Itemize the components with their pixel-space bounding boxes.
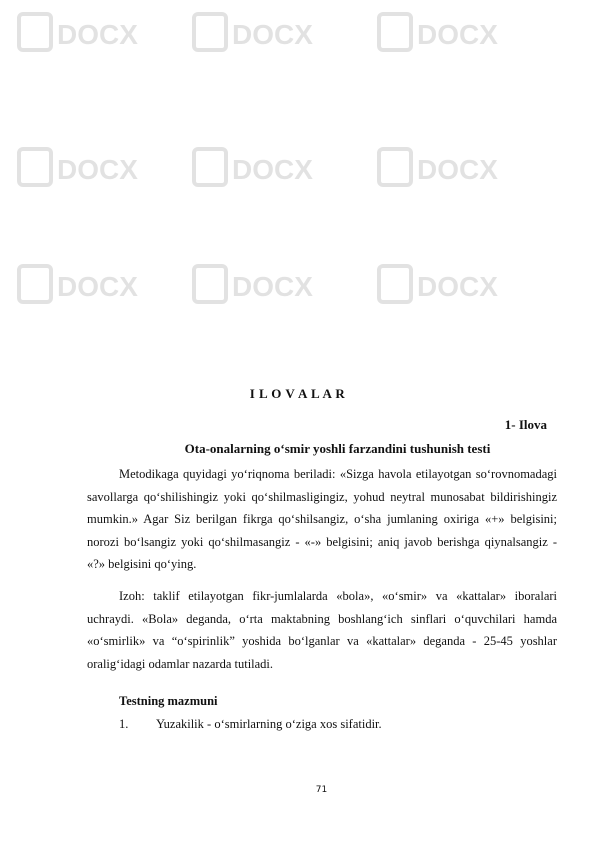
note-paragraph: Izoh: taklif etilayotgan fikr-jumlalarda «bola», «o‘smir» va «kattalar» iboralari uchraydi. «Bola» deganda, o‘rta maktabning boshlang‘ich sinflari o‘quvchilari hamda «o‘smirlik» va “o‘spirinlik” yoshida bo‘lganlar va «kattalar» deganda - 25-45 yoshlar oralig‘idagi odamlar nazarda tutiladi. <box>87 589 557 671</box>
svg-text:DOCX: DOCX <box>417 19 498 50</box>
document-title: Ota-onalarning o‘smir yoshli farzandini tushunish testi <box>184 441 491 456</box>
docx-watermark-logo <box>15 145 143 189</box>
test-content-heading: Testning mazmuni <box>119 694 218 708</box>
svg-text:DOCX: DOCX <box>232 154 313 185</box>
svg-text:DOCX: DOCX <box>57 154 138 185</box>
docx-watermark-logo <box>190 10 318 54</box>
docx-watermark-logo <box>375 10 503 54</box>
docx-watermark-logo <box>190 145 318 189</box>
appendix-label: 1- Ilova <box>504 417 547 432</box>
docx-watermark-logo <box>15 262 143 306</box>
page-number: 71 <box>315 785 328 795</box>
svg-text:DOCX: DOCX <box>232 19 313 50</box>
svg-text:DOCX: DOCX <box>232 271 313 302</box>
section-title: I L O V A L A R <box>249 386 346 401</box>
svg-text:DOCX: DOCX <box>57 19 138 50</box>
list-item-text: Yuzakilik - o‘smirlarning o‘ziga xos sifatidir. <box>156 717 382 731</box>
list-item-number: 1. <box>119 717 129 731</box>
svg-text:DOCX: DOCX <box>417 154 498 185</box>
list-item <box>119 717 382 732</box>
svg-text:DOCX: DOCX <box>57 271 138 302</box>
instructions-paragraph: Metodikaga quyidagi yo‘riqnoma beriladi: «Sizga havola etilayotgan so‘rovnomadagi savollarga qo‘shilishingiz yoki qo‘shilmasligingiz, yohud neytral munosabat bildirishingiz mumkin.» Agar Siz berilgan fikrga qo‘shilsangiz, o‘sha jumlaning oxiriga «+» belgisini; norozi bo‘lsangiz yoki qo‘shilmasangiz - «-» belgisini; aniq javob berishga qiynalsangiz - «?» belgisini qo‘ying. <box>87 467 557 571</box>
docx-watermark-logo <box>15 10 143 54</box>
docx-watermark-logo <box>375 262 503 306</box>
docx-watermark-logo <box>190 262 318 306</box>
svg-text:DOCX: DOCX <box>417 271 498 302</box>
docx-watermark-logo <box>375 145 503 189</box>
